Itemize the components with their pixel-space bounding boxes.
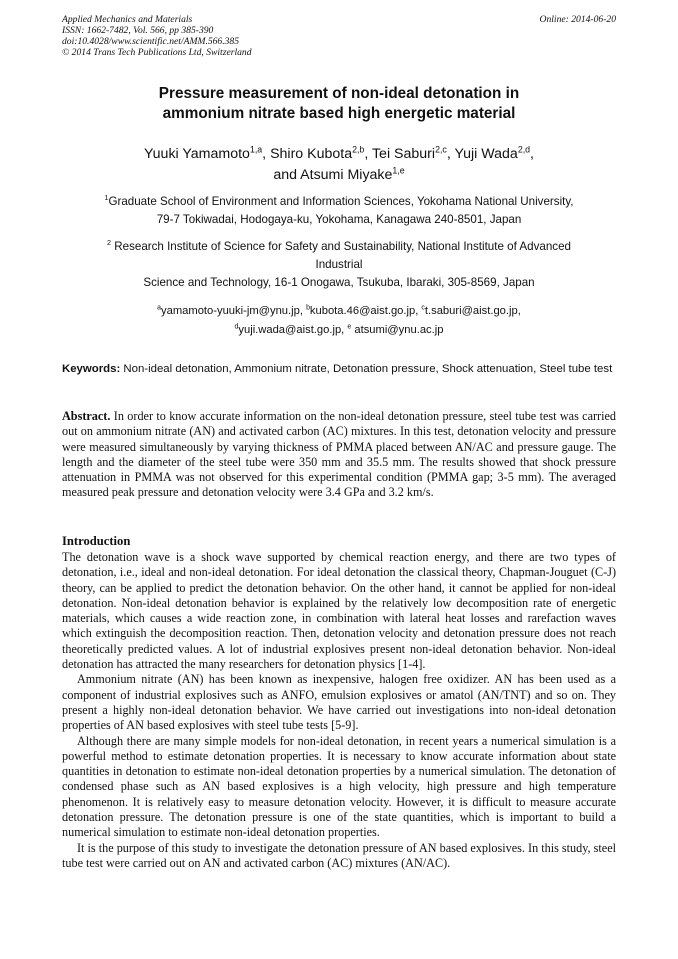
- author-sup: 1,e: [392, 165, 405, 176]
- author-sup: 2,c: [435, 144, 447, 155]
- email-link[interactable]: t.saburi@aist.go.jp,: [424, 305, 521, 317]
- email-link[interactable]: atsumi@ynu.ac.jp: [354, 324, 444, 336]
- affiliation-sup: 1: [104, 193, 109, 203]
- affiliation-1-line-1: [62, 193, 616, 211]
- author-sup: 2,b: [352, 144, 365, 155]
- email-link[interactable]: yuji.wada@aist.go.jp,: [238, 324, 345, 336]
- online-date: Online: 2014-06-20: [539, 14, 616, 25]
- email-line-1: [62, 302, 616, 321]
- email-sup: c: [421, 304, 425, 312]
- author-separator: ,: [364, 146, 372, 162]
- email-sup: b: [306, 304, 310, 312]
- author-separator: ,: [262, 146, 271, 162]
- affiliation-sup: 2: [107, 238, 112, 248]
- affiliation-2: [62, 238, 616, 292]
- author-name: Yuuki Yamamoto: [143, 146, 250, 162]
- affiliation-2-line-1: [62, 238, 616, 256]
- keywords: [62, 361, 616, 377]
- author-separator: ,: [530, 146, 534, 162]
- email-sup: d: [234, 323, 239, 331]
- author-sup: 2,d: [517, 144, 531, 155]
- affiliation-2-line-3: Science and Technology, 16-1 Onogawa, Tsukuba, Ibaraki, 305-8569, Japan: [143, 276, 535, 289]
- affiliation-1: [62, 193, 616, 229]
- email-link[interactable]: kubota.46@aist.go.jp,: [309, 305, 419, 317]
- author-name: Tei Saburi: [371, 146, 436, 162]
- author-name: Yuji Wada: [454, 146, 518, 162]
- author-name: and Atsumi Miyake: [273, 167, 393, 183]
- author-separator: ,: [446, 146, 455, 162]
- email-link[interactable]: yamamoto-yuuki-jm@ynu.jp,: [161, 305, 303, 317]
- section-heading-introduction: Introduction: [62, 534, 131, 548]
- author-list: [62, 144, 616, 186]
- email-sup: e: [347, 323, 352, 331]
- affiliation-text: Graduate School of Environment and Information Sciences, Yokohama National University,: [108, 195, 574, 208]
- paragraph: Although there are many simple models for non-ideal detonation, in recent years a numerical simulation is a powerful method to estimate detonation properties. It is necessary to know accurate information about state quantities in detonation to estimate non-ideal detonation properties by a numerical simulation. The detonation of condensed phase such as AN based explosives is a high velocity, high pressure and high temperature phenomenon. It is relatively easy to measure detonation velocity. However, it is difficult to measure accurate detonation pressure. The detonation pressure is one of the state quantities, which is important to build a numerical simulation to estimate non-ideal detonation properties.: [62, 733, 616, 840]
- email-line-2: [62, 321, 616, 340]
- title-line-1: Pressure measurement of non-ideal detonation in: [158, 85, 520, 102]
- author-line-1: [62, 144, 616, 165]
- paragraph: It is the purpose of this study to investigate the detonation pressure of AN based explosives. In this study, steel tube test were carried out on AN and activated carbon (AC) mixtures (AN/AC).: [62, 840, 616, 870]
- email-sup: a: [157, 304, 162, 312]
- author-name: Shiro Kubota: [270, 146, 353, 162]
- affiliation-text: Research Institute of Science for Safety and Sustainability, National Institute of Advanced: [114, 240, 571, 253]
- keywords-text: Non-ideal detonation, Ammonium nitrate, Detonation pressure, Shock attenuation, Steel tube test: [123, 363, 613, 375]
- abstract: [62, 409, 616, 501]
- author-line-2: [62, 165, 616, 186]
- title-line-2: ammonium nitrate based high energetic material: [162, 105, 516, 122]
- publication-header: [62, 14, 616, 58]
- abstract-text: In order to know accurate information on the non-ideal detonation pressure, steel tube test was carried out on ammonium nitrate (AN) and activated carbon (AC) mixtures. In this test, detonation velocity and pressure were measured simultaneously by varying thickness of PMMA placed between AN/AC and pressure gauge. The length and the diameter of the steel tube were 350 mm and 35.5 mm. The results showed that shock pressure attenuation in PMMA was not observed for this experimental condition (PMMA gap; 3-5 mm). The averaged measured peak pressure and detonation velocity were 3.4 GPa and 3.2 km/s.: [62, 409, 617, 500]
- doi-line: doi:10.4028/www.scientific.net/AMM.566.385: [62, 36, 240, 47]
- introduction-body: [62, 550, 616, 871]
- paper-title: [62, 84, 616, 124]
- author-sup: 1,a: [249, 144, 263, 155]
- copyright-line: © 2014 Trans Tech Publications Ltd, Switzerland: [62, 47, 252, 58]
- affiliation-1-line-2: 79-7 Tokiwadai, Hodogaya-ku, Yokohama, Kanagawa 240-8501, Japan: [156, 213, 522, 226]
- keywords-label: Keywords:: [62, 363, 121, 375]
- affiliation-2-line-2: Industrial: [315, 258, 363, 271]
- journal-name: Applied Mechanics and Materials: [62, 14, 193, 25]
- abstract-label: Abstract.: [62, 409, 111, 423]
- paragraph: Ammonium nitrate (AN) has been known as inexpensive, halogen free oxidizer. AN has been used as a component of industrial explosives such as ANFO, emulsion explosives or amatol (AN/TNT) and so on. They present a highly non-ideal detonation behavior. We have carried out investigations into non-ideal detonation properties of AN based explosives with steel tube tests [5-9].: [62, 672, 616, 733]
- issn-line: ISSN: 1662-7482, Vol. 566, pp 385-390: [62, 25, 214, 36]
- paragraph: The detonation wave is a shock wave supported by chemical reaction energy, and there are two types of detonation, i.e., ideal and non-ideal detonation. For ideal detonation the classical theory, Chapman-Jouguet (C-J) theory, can be applied to predict the detonation behavior. On the other hand, it cannot be applied for non-ideal detonation. Non-ideal detonation behavior is explained by the relatively low decomposition rate of energetic materials, which causes a wide reaction zone, in combination with lateral heat losses and rarefaction waves which extinguish the decomposition reaction. Then, detonation velocity and detonation pressure does not reach theoretically predicted values. A lot of industrial explosives present non-ideal detonation behavior. Non-ideal detonation has attracted the many researchers for detonation physics [1-4].: [62, 550, 616, 672]
